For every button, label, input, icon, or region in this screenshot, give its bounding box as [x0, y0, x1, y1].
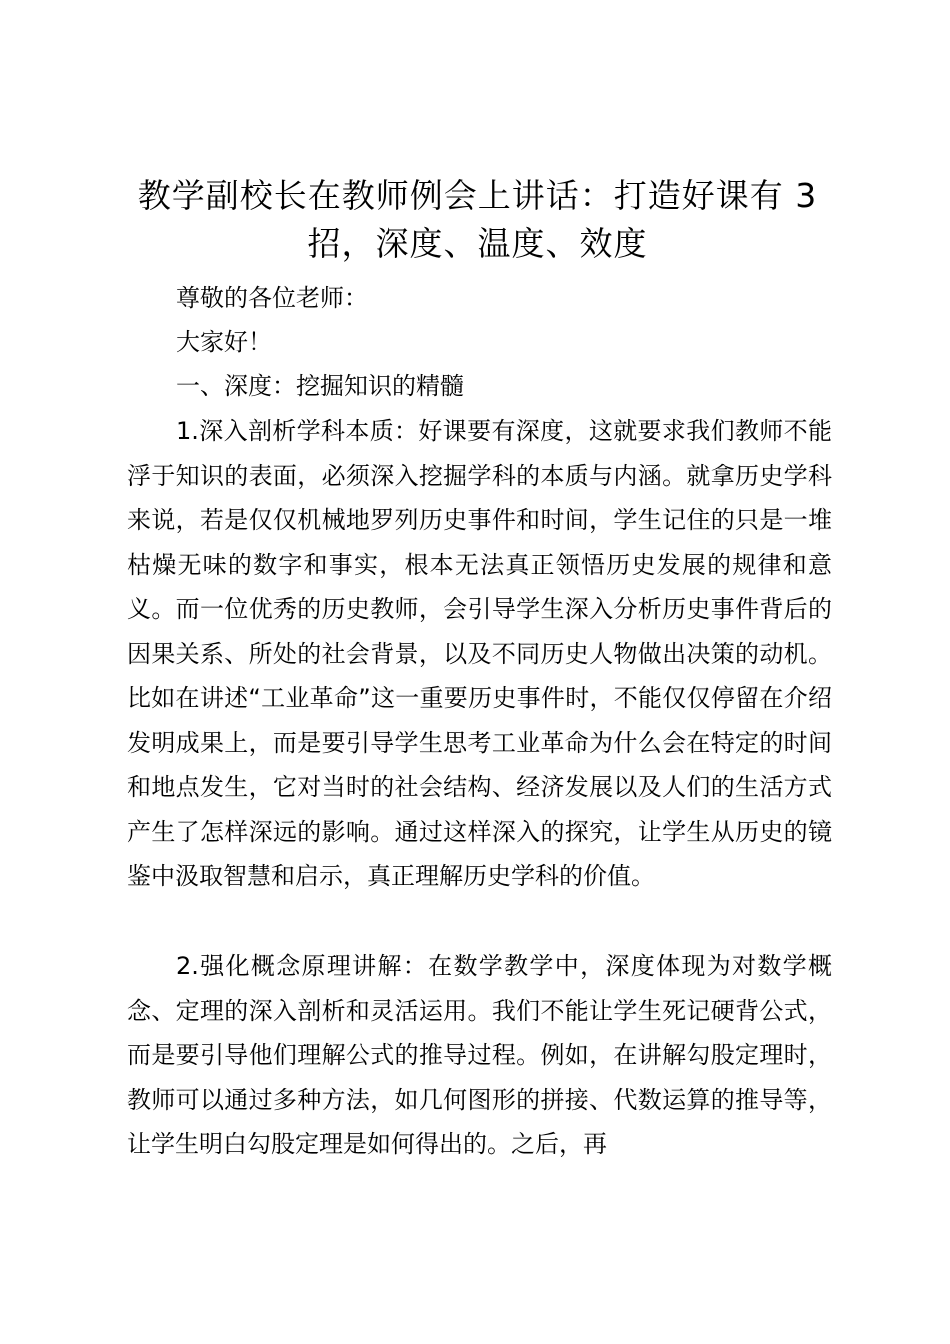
section-heading: 一、深度：挖掘知识的精髓	[176, 372, 464, 400]
greeting: 大家好！	[176, 328, 272, 356]
paragraph-2: 2.强化概念原理讲解：在数学教学中，深度体现为对数学概念、定理的深入剖析和灵活运用。我们不能让学生死记硬背公式，而是要引导他们理解公式的推导过程。例如，在讲解勾股定理时，教师可以通过多种方法，如几何图形的拼接、代数运算的推导等，让学生明白勾股定理是如何得出的。之后，再	[127, 952, 832, 1158]
salutation: 尊敬的各位老师：	[176, 284, 368, 312]
document-title: 教学副校长在教师例会上讲话：打造好课有 3 招，深度、温度、效度	[137, 176, 818, 263]
paragraph-1: 1.深入剖析学科本质：好课要有深度，这就要求我们教师不能浮于知识的表面，必须深入挖掘学科的本质与内涵。就拿历史学科来说，若是仅仅机械地罗列历史事件和时间，学生记住的只是一堆枯燥无味的数字和事实，根本无法真正领悟历史发展的规律和意义。而一位优秀的历史教师，会引导学生深入分析历史事件背后的因果关系、所处的社会背景，以及不同历史人物做出决策的动机。比如在讲述“工业革命”这一重要历史事件时，不能仅仅停留在介绍发明成果上，而是要引导学生思考工业革命为什么会在特定的时间和地点发生，它对当时的社会结构、经济发展以及人们的生活方式产生了怎样深远的影响。通过这样深入的探究，让学生从历史的镜鉴中汲取智慧和启示，真正理解历史学科的价值。	[127, 417, 832, 890]
